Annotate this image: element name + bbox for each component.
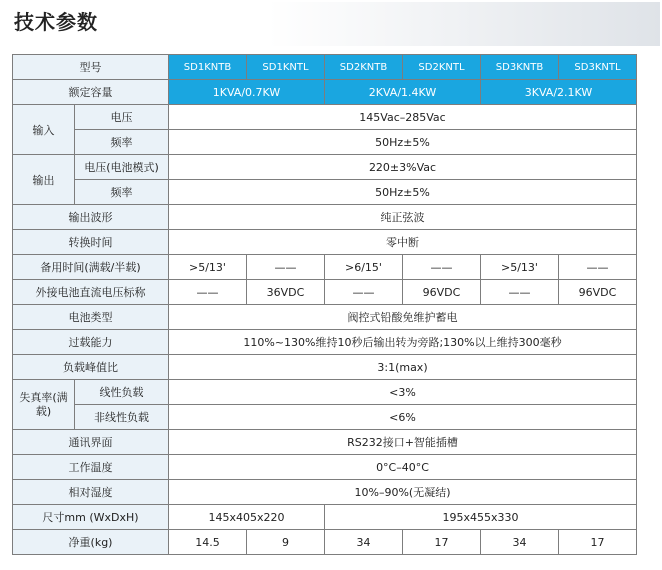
ext-battery-label: 外接电池直流电压标称 [13,280,169,305]
distortion-label: 失真率(满载) [13,380,75,430]
ext-battery-cell: —— [481,280,559,305]
input-voltage-value: 145Vac–285Vac [169,105,637,130]
input-label: 输入 [13,105,75,155]
size-row [13,505,637,530]
weight-cell: 17 [559,530,637,555]
weight-row [13,530,637,555]
output-label: 输出 [13,155,75,205]
output-frequency-row [13,180,637,205]
backup-row [13,255,637,280]
ext-battery-cell: —— [169,280,247,305]
model-cell: SD1KNTB [169,55,247,80]
temp-label: 工作温度 [13,455,169,480]
size-cell: 145x405x220 [169,505,325,530]
crest-row [13,355,637,380]
overload-row [13,330,637,355]
battery-voltage-label: 电压(电池模式) [75,155,169,180]
output-voltage-row [13,155,637,180]
humidity-label: 相对湿度 [13,480,169,505]
nonlinear-value: <6% [169,405,637,430]
capacity-cell: 1KVA/0.7KW [169,80,325,105]
ext-battery-cell: 36VDC [247,280,325,305]
nonlinear-label: 非线性负载 [75,405,169,430]
transfer-label: 转换时间 [13,230,169,255]
model-cell: SD1KNTL [247,55,325,80]
nonlinear-row [13,405,637,430]
transfer-row [13,230,637,255]
page-title: 技术参数 [6,2,660,46]
ext-battery-cell: —— [325,280,403,305]
input-voltage-row [13,105,637,130]
weight-cell: 34 [481,530,559,555]
ext-battery-cell: 96VDC [559,280,637,305]
frequency-label: 频率 [75,130,169,155]
weight-cell: 9 [247,530,325,555]
ext-battery-cell: 96VDC [403,280,481,305]
weight-label: 净重(kg) [13,530,169,555]
comm-label: 通讯界面 [13,430,169,455]
waveform-row [13,205,637,230]
temp-row [13,455,637,480]
output-frequency-value: 50Hz±5% [169,180,637,205]
backup-cell: >5/13' [169,255,247,280]
model-cell: SD2KNTB [325,55,403,80]
capacity-row [13,80,637,105]
frequency-label: 频率 [75,180,169,205]
humidity-row [13,480,637,505]
crest-value: 3:1(max) [169,355,637,380]
capacity-cell: 2KVA/1.4KW [325,80,481,105]
output-voltage-value: 220±3%Vac [169,155,637,180]
temp-value: 0°C–40°C [169,455,637,480]
model-cell: SD3KNTL [559,55,637,80]
backup-cell: —— [247,255,325,280]
battery-type-row [13,305,637,330]
backup-cell: —— [403,255,481,280]
overload-label: 过载能力 [13,330,169,355]
comm-value: RS232接口+智能插槽 [169,430,637,455]
transfer-value: 零中断 [169,230,637,255]
model-label: 型号 [13,55,169,80]
waveform-value: 纯正弦波 [169,205,637,230]
model-row [13,55,637,80]
comm-row [13,430,637,455]
size-label: 尺寸mm (WxDxH) [13,505,169,530]
input-frequency-row [13,130,637,155]
weight-cell: 14.5 [169,530,247,555]
capacity-cell: 3KVA/2.1KW [481,80,637,105]
battery-type-value: 阀控式铅酸免维护蓄电 [169,305,637,330]
backup-label: 备用时间(满载/半载) [13,255,169,280]
backup-cell: —— [559,255,637,280]
linear-row [13,380,637,405]
weight-cell: 34 [325,530,403,555]
crest-label: 负载峰值比 [13,355,169,380]
waveform-label: 输出波形 [13,205,169,230]
model-cell: SD3KNTB [481,55,559,80]
spec-table [12,54,637,555]
input-frequency-value: 50Hz±5% [169,130,637,155]
ext-battery-row [13,280,637,305]
voltage-label: 电压 [75,105,169,130]
weight-cell: 17 [403,530,481,555]
capacity-label: 额定容量 [13,80,169,105]
battery-type-label: 电池类型 [13,305,169,330]
size-cell: 195x455x330 [325,505,637,530]
backup-cell: >5/13' [481,255,559,280]
overload-value: 110%~130%维持10秒后输出转为旁路;130%以上维持300毫秒 [169,330,637,355]
linear-value: <3% [169,380,637,405]
backup-cell: >6/15' [325,255,403,280]
model-cell: SD2KNTL [403,55,481,80]
humidity-value: 10%–90%(无凝结) [169,480,637,505]
linear-label: 线性负载 [75,380,169,405]
